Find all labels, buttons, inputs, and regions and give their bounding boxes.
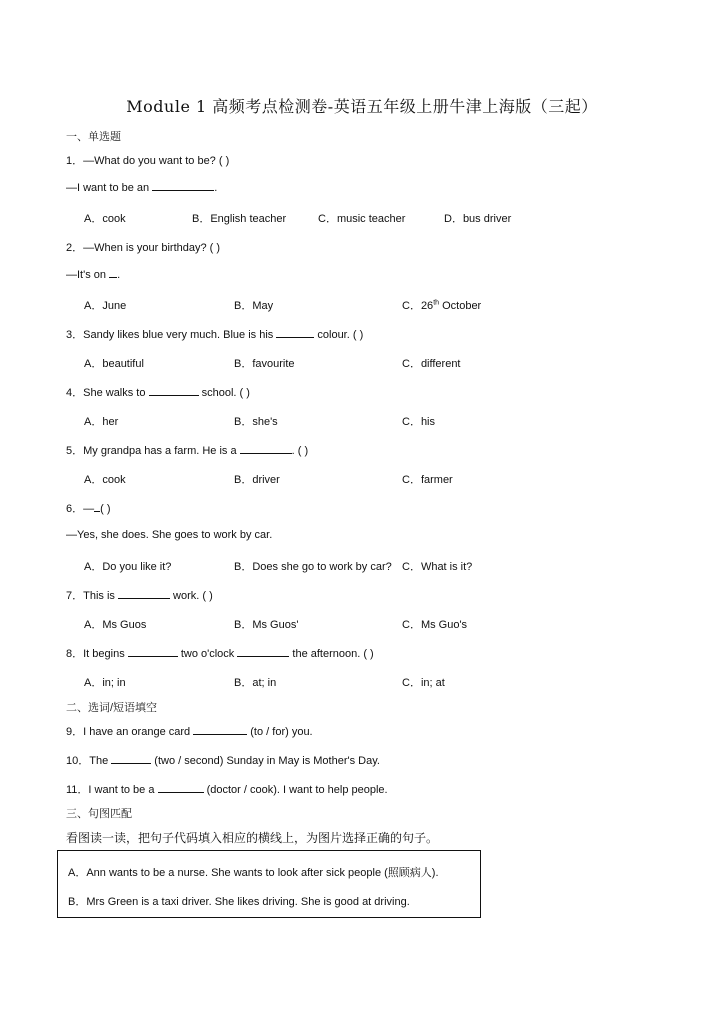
answer-blank[interactable] <box>158 783 204 793</box>
question-11 <box>66 781 388 797</box>
question-text: ( ) <box>100 503 111 515</box>
question-text: 4．She walks to <box>66 387 149 399</box>
reply-text: —I want to be an <box>66 182 153 194</box>
q8-option-c[interactable]: C．in; at <box>402 677 445 689</box>
question-text: two o'clock <box>177 648 238 660</box>
question-text: work. ( ) <box>169 590 213 602</box>
q1-option-a[interactable]: A．cook <box>84 213 126 225</box>
q1-option-d[interactable]: D．bus driver <box>444 213 512 225</box>
page-title: Module 1 高频考点检测卷-英语五年级上册牛津上海版（三起） <box>126 97 598 116</box>
question-text: 10．The <box>66 755 112 767</box>
q6-option-b[interactable]: B．Does she go to work by car? <box>234 561 392 573</box>
answer-blank[interactable] <box>240 444 292 454</box>
question-10 <box>66 752 380 768</box>
q1-option-b[interactable]: B．English teacher <box>192 213 287 225</box>
answer-blank[interactable] <box>152 181 214 191</box>
question-text: 6．— <box>66 503 95 515</box>
question-text: 5．My grandpa has a farm. He is a <box>66 445 240 457</box>
question-text: 3．Sandy likes blue very much. Blue is his <box>66 329 277 341</box>
question-2-reply <box>66 268 120 281</box>
q3-option-b[interactable]: B．favourite <box>234 358 295 370</box>
sentence-box <box>57 850 481 918</box>
reply-text: . <box>117 269 121 281</box>
question-text: 8．It begins <box>66 648 128 660</box>
question-text: (two / second) Sunday in May is Mother's Day. <box>151 755 380 767</box>
reply-text: . <box>214 182 218 194</box>
q5-option-b[interactable]: B．driver <box>234 474 280 486</box>
q8-option-b[interactable]: B．at; in <box>234 677 277 689</box>
answer-blank[interactable] <box>118 589 170 599</box>
answer-blank[interactable] <box>276 328 314 338</box>
sentence-a: A．Ann wants to be a nurse. She wants to look after sick people (照顾病人). <box>68 867 439 879</box>
question-text: 11．I want to be a <box>66 784 158 796</box>
q5-option-a[interactable]: A．cook <box>84 474 126 486</box>
question-text: colour. ( ) <box>314 329 364 341</box>
reply-text: —It's on <box>66 269 110 281</box>
question-text: school. ( ) <box>198 387 250 399</box>
q2-option-c[interactable] <box>402 297 481 313</box>
question-1-reply <box>66 181 217 194</box>
q4-option-b[interactable]: B．she's <box>234 416 278 428</box>
question-text: 9．I have an orange card <box>66 726 194 738</box>
q7-option-b[interactable]: B．Ms Guos' <box>234 619 299 631</box>
q6-option-a[interactable]: A．Do you like it? <box>84 561 172 573</box>
question-5 <box>66 442 308 458</box>
sentence-b: B．Mrs Green is a taxi driver. She likes driving. She is good at driving. <box>68 896 410 908</box>
answer-blank[interactable] <box>128 647 178 657</box>
q7-option-a[interactable]: A．Ms Guos <box>84 619 147 631</box>
section-heading-sentence-picture-matching: 三、句图匹配 <box>66 808 132 820</box>
q3-option-a[interactable]: A．beautiful <box>84 358 144 370</box>
question-text: the afternoon. ( ) <box>289 648 374 660</box>
section-heading-single-choice: 一、单选题 <box>66 131 121 143</box>
question-7 <box>66 587 213 603</box>
instruction-text: 看图读一读，把句子代码填入相应的横线上，为图片选择正确的句子。 <box>66 831 439 845</box>
section-heading-fill-blank: 二、选词/短语填空 <box>66 702 158 714</box>
q3-option-c[interactable]: C．different <box>402 358 461 370</box>
question-text: (doctor / cook). I want to help people. <box>203 784 388 796</box>
q8-option-a[interactable]: A．in; in <box>84 677 126 689</box>
option-text: October <box>442 300 482 312</box>
option-text: C．26 <box>402 300 434 312</box>
q1-option-c[interactable]: C．music teacher <box>318 213 406 225</box>
q7-option-c[interactable]: C．Ms Guo's <box>402 619 468 631</box>
question-6 <box>66 500 111 516</box>
question-1: 1．—What do you want to be? ( ) <box>66 155 230 167</box>
question-3 <box>66 326 363 342</box>
q4-option-a[interactable]: A．her <box>84 416 119 428</box>
q5-option-c[interactable]: C．farmer <box>402 474 453 486</box>
q2-option-a[interactable]: A．June <box>84 300 127 312</box>
question-text: (to / for) you. <box>247 726 313 738</box>
answer-blank[interactable] <box>237 647 289 657</box>
q2-option-b[interactable]: B．May <box>234 300 274 312</box>
ordinal-suffix: th <box>433 299 440 307</box>
answer-blank[interactable] <box>193 725 247 735</box>
answer-blank[interactable] <box>109 268 117 278</box>
answer-blank[interactable] <box>149 386 199 396</box>
question-4 <box>66 384 250 400</box>
question-2: 2．—When is your birthday? ( ) <box>66 242 221 254</box>
answer-blank[interactable] <box>111 754 151 764</box>
question-text: . ( ) <box>291 445 309 457</box>
question-6-reply: —Yes, she does. She goes to work by car. <box>66 529 273 541</box>
question-8 <box>66 645 374 661</box>
question-9 <box>66 723 313 739</box>
question-text: 7．This is <box>66 590 118 602</box>
q4-option-c[interactable]: C．his <box>402 416 436 428</box>
q6-option-c[interactable]: C．What is it? <box>402 561 473 573</box>
